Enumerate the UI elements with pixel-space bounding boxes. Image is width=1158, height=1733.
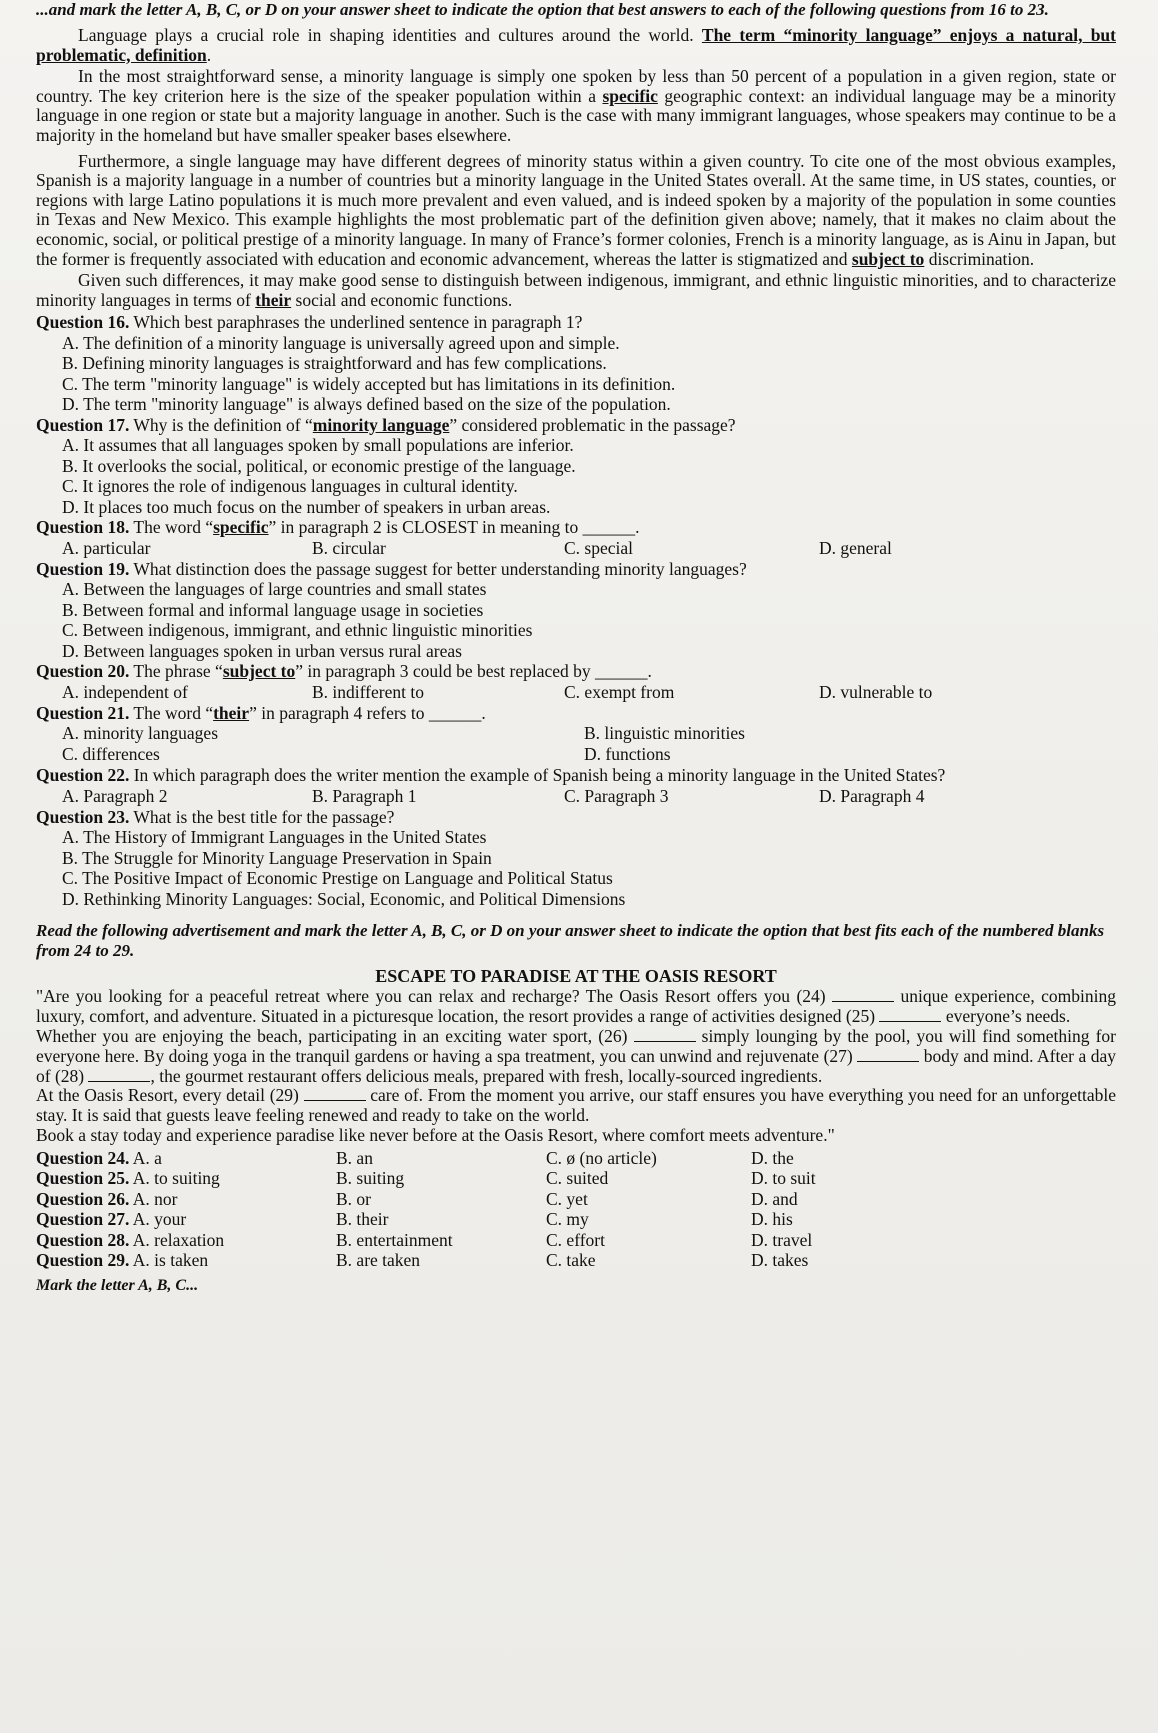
option: B. Defining minority languages is straightforward and has few complications. [62, 353, 607, 374]
blank-27 [857, 1047, 919, 1062]
question-18: Question 18. The word “specific” in paragraph 2 is CLOSEST in meaning to ______. A. particular B. circular C. special D. general [36, 517, 1116, 559]
option: C. The term "minority language" is widely accepted but has limitations in its definition. [62, 373, 676, 394]
option: A. minority languages [62, 723, 219, 744]
question-23: Question 23. What is the best title for the passage? A. The History of Immigrant Languages in the United States B. The Struggle for Minority Language Preservation in Spain C. The Positive Impact of Economic Prestige on Language and Political Status D. Rethinking Minority Languages: Social, Economic, and Political Dimensions [36, 807, 1116, 910]
option: B. It overlooks the social, political, or economic prestige of the language. [62, 455, 576, 476]
option: B. Paragraph 1 [312, 785, 417, 806]
option: C. Between indigenous, immigrant, and ethnic linguistic minorities [62, 620, 533, 641]
option: A. Between the languages of large countries and small states [62, 579, 487, 600]
answer-row: Question 25. A. to suiting B. suiting C. suited D. to suit [36, 1168, 816, 1189]
ad-instruction: Read the following advertisement and mark the letter A, B, C, or D on your answer sheet to indicate the option that best fits each of the numbered blanks from 24 to 29. [36, 921, 1105, 961]
option: B. circular [312, 537, 386, 558]
reading-instruction: ...and mark the letter A, B, C, or D on your answer sheet to indicate the option that best answers to each of the following questions from 16 to 23. [36, 0, 1049, 19]
option: D. Paragraph 4 [819, 785, 925, 806]
ad-paragraph-1: "Are you looking for a peaceful retreat where you can relax and recharge? The Oasis Resort offers you (24) unique experience, combining luxury, comfort, and adventure. Situated in a picturesque location, the resort provides a range of activities designed (25) everyone’s needs. [36, 986, 1116, 1027]
option: C. differences [62, 744, 160, 765]
question-21: Question 21. The word “their” in paragraph 4 refers to ______. A. minority languages B. linguistic minorities C. differences D. functions [36, 703, 1116, 766]
ad-title: ESCAPE TO PARADISE AT THE OASIS RESORT [375, 966, 777, 987]
answer-options [36, 1148, 1116, 1271]
option: B. The Struggle for Minority Language Preservation in Spain [62, 847, 492, 868]
question-16: Question 16. Which best paraphrases the underlined sentence in paragraph 1? A. The definition of a minority language is universally agreed upon and simple. B. Defining minority languages is straightforward and has few complications. C. The term "minority language" is widely accepted but has limitations in its definition. D. The term "minority language" is always defined based on the size of the population. [36, 312, 1116, 415]
option: C. Paragraph 3 [564, 785, 669, 806]
option: D. general [819, 537, 892, 558]
option: B. Between formal and informal language usage in societies [62, 599, 484, 620]
option: A. It assumes that all languages spoken by small populations are inferior. [62, 435, 574, 456]
option: A. Paragraph 2 [62, 785, 168, 806]
phrase-subject-to: subject to [851, 248, 925, 269]
option: D. Rethinking Minority Languages: Social, Economic, and Political Dimensions [62, 888, 626, 909]
word-specific: specific [602, 85, 658, 106]
blank-28 [88, 1067, 150, 1082]
paragraph-3: Furthermore, a single language may have different degrees of minority status within a given country. To cite one of the most obvious examples, Spanish is a majority language in a number of countries but a minority language in the United States overall. At the same time, in US states, counties, or regions with large Latino populations it is much more prevalent and even valued, and is indeed spoken by a majority of the population in some counties in Texas and New Mexico. This example highlights the most problematic part of the definition given above; namely, that it makes no claim about the economic, social, or political prestige of a minority language. In many of France’s former colonies, French is a minority language, as is Ainu in Japan, but the former is frequently associated with education and economic advancement, whereas the latter is stigmatized and subject to discrimination. [36, 150, 1116, 269]
option: A. The History of Immigrant Languages in the United States [62, 827, 487, 848]
word-their: their [255, 289, 292, 310]
underlined-sentence: The term “minority language” enjoys a natural, but problematic, definition [36, 25, 1116, 65]
option: D. functions [584, 744, 671, 765]
ad-paragraph-2: Whether you are enjoying the beach, participating in an exciting water sport, (26) simply lounging by the pool, you will find something for everyone here. By doing yoga in the tranquil gardens or having a spa treatment, you can unwind and rejuvenate (27) body and mind. After a day of (28) , the gourmet restaurant offers delicious meals, prepared with fresh, locally-sourced ingredients. [36, 1025, 1117, 1086]
option: A. particular [62, 537, 151, 558]
ad-paragraph-3: At the Oasis Resort, every detail (29) care of. From the moment you arrive, our staff ensures you have everything you need for an unforgettable stay. It is said that guests leave feeling renewed and ready to take on the world. [36, 1085, 1117, 1126]
option: C. The Positive Impact of Economic Prestige on Language and Political Status [62, 868, 613, 889]
option: B. linguistic minorities [584, 723, 745, 744]
blank-29 [304, 1086, 366, 1101]
question-20: Question 20. The phrase “subject to” in paragraph 3 could be best replaced by ______. A. independent of B. indifferent to C. exempt from D. vulnerable to [36, 661, 1116, 703]
answer-row: Question 27. A. your B. their C. my D. his [36, 1209, 793, 1230]
answer-row: Question 28. A. relaxation B. entertainment C. effort D. travel [36, 1229, 813, 1250]
option: D. Between languages spoken in urban versus rural areas [62, 640, 462, 661]
option: C. exempt from [564, 681, 675, 702]
blank-24 [832, 987, 894, 1002]
option: D. The term "minority language" is always defined based on the size of the population. [62, 394, 671, 415]
blank-26 [634, 1027, 696, 1042]
blank-25 [879, 1007, 941, 1022]
question-17: Question 17. Why is the definition of “minority language” considered problematic in the passage? A. It assumes that all languages spoken by small populations are inferior. B. It overlooks the social, political, or economic prestige of the language. C. It ignores the role of indigenous languages in cultural identity. D. It places too much focus on the number of speakers in urban areas. [36, 415, 1116, 518]
option: A. independent of [62, 681, 188, 702]
option: B. indifferent to [312, 681, 424, 702]
footer-instruction: Mark the letter A, B, C... [36, 1276, 199, 1294]
paragraph-2: In the most straightforward sense, a minority language is simply one spoken by less than 50 percent of a population in a given region, state or country. The key criterion here is the size of the speaker population within a specific geographic context: an individual language may be a minority language in one region or state but a majority language in another. Such is the case with many immigrant languages, whose speakers may continue to be a majority in the homeland but have smaller speaker bases elsewhere. [36, 66, 1116, 145]
upper-sheet [36, 0, 1116, 1295]
option: C. It ignores the role of indigenous languages in cultural identity. [62, 476, 518, 497]
answer-row: Question 29. A. is taken B. are taken C. take D. takes [36, 1250, 809, 1271]
option: C. special [564, 537, 634, 558]
paragraph-4: Given such differences, it may make good sense to distinguish between indigenous, immigrant, and ethnic linguistic minorities, and to characterize minority languages in terms of their social and economic functions. [36, 270, 1116, 310]
ad-paragraph-4: Book a stay today and experience paradise like never before at the Oasis Resort, where comfort meets adventure." [36, 1124, 835, 1145]
option: D. It places too much focus on the number of speakers in urban areas. [62, 496, 551, 517]
option: D. vulnerable to [819, 681, 933, 702]
paragraph-1: Language plays a crucial role in shaping identities and cultures around the world. The term “minority language” enjoys a natural, but problematic, definition. [36, 25, 1116, 65]
option: A. The definition of a minority language is universally agreed upon and simple. [62, 332, 620, 353]
question-22: Question 22. In which paragraph does the writer mention the example of Spanish being a minority language in the United States? A. Paragraph 2 B. Paragraph 1 C. Paragraph 3 D. Paragraph 4 [36, 765, 1116, 807]
answer-row: Question 24. A. a B. an C. ø (no article) D. the [36, 1147, 794, 1168]
question-19: Question 19. What distinction does the passage suggest for better understanding minority languages? A. Between the languages of large countries and small states B. Between formal and informal language usage in societies C. Between indigenous, immigrant, and ethnic linguistic minorities D. Between languages spoken in urban versus rural areas [36, 559, 1116, 662]
answer-row: Question 26. A. nor B. or C. yet D. and [36, 1188, 798, 1209]
